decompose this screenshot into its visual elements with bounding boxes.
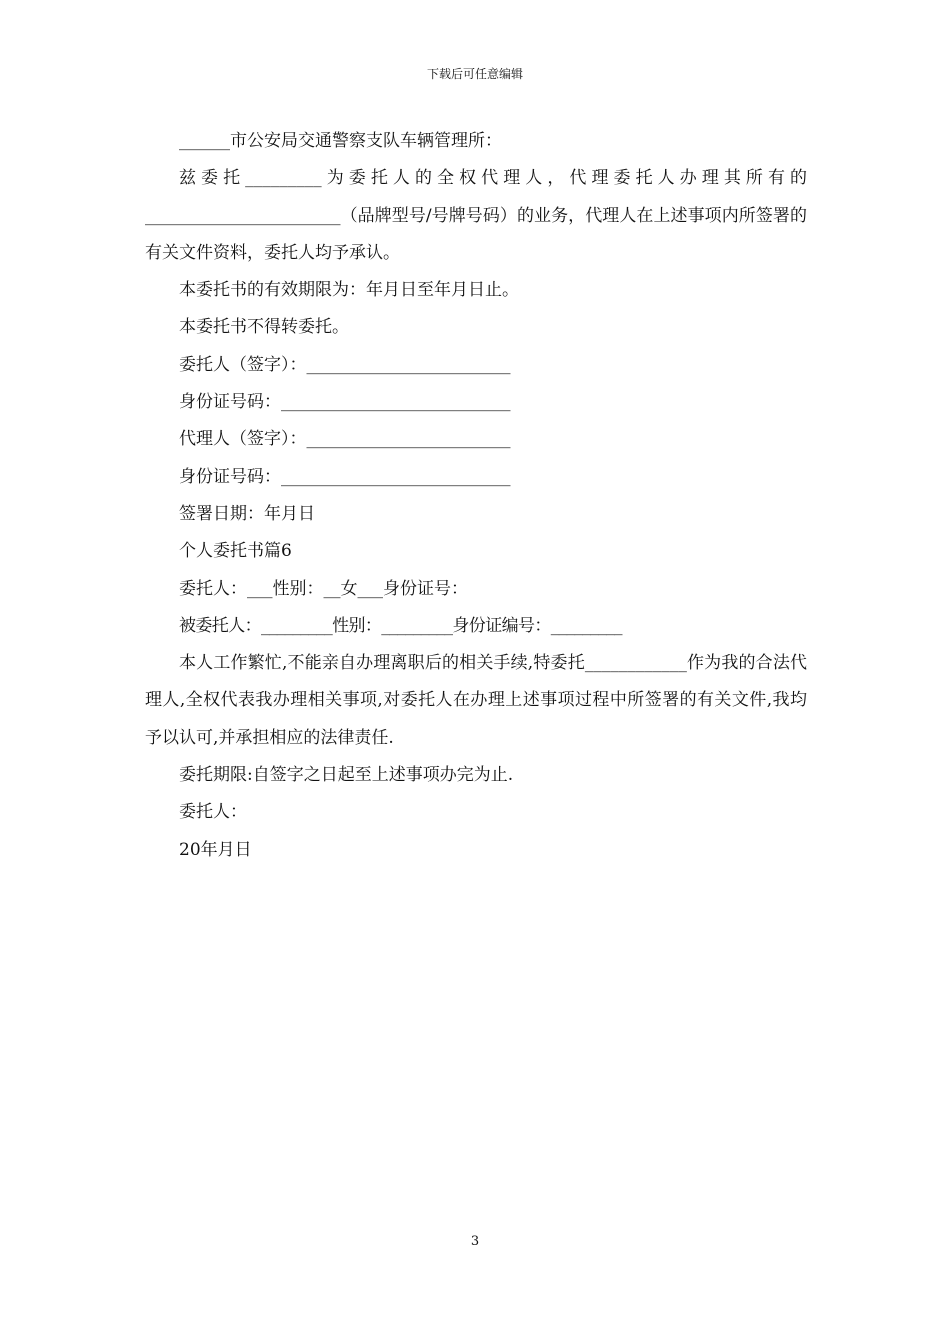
- delegation-period-line: 委托期限:自签字之日起至上述事项办完为止.: [179, 765, 514, 786]
- principal-signature-line: 委托人（签字）：________________________: [179, 354, 511, 375]
- section-title: 个人委托书篇6: [179, 541, 292, 562]
- delegation-paragraph: 本人工作繁忙,不能亲自办理离职后的相关手续,特委托____________作为我的合法代理人,全权代表我办理相关事项,对委托人在办理上述事项过程中所签署的有关文件,我均予以认可,并承担相应的法律责任.: [145, 653, 807, 748]
- validity-period: 本委托书的有效期限为：年月日至年月日止。: [179, 280, 519, 301]
- page-header: 下载后可任意编辑: [426, 67, 523, 81]
- signing-date-line: 签署日期：年月日: [179, 503, 315, 524]
- agent-signature-line: 代理人（签字）：________________________: [179, 429, 511, 450]
- page-number: 3: [470, 1234, 480, 1249]
- agent-info-line: 被委托人：_________性别：_________身份证编号：_________: [179, 615, 622, 636]
- no-transfer-clause: 本委托书不得转委托。: [179, 317, 349, 338]
- principal-line: 委托人：: [179, 802, 247, 823]
- principal-id-line: 身份证号码：___________________________: [179, 392, 511, 413]
- date-line: 20年月日: [179, 839, 252, 860]
- authorization-paragraph: 兹委托_________为委托人的全权代理人，代理委托人办理其所有的_______________________（品牌型号/号牌号码）的业务，代理人在上述事项内所签署的有关文件资料，委托人均予承认。: [145, 168, 807, 263]
- addressee-line: ______市公安局交通警察支队车辆管理所：: [179, 131, 502, 151]
- document-body: [145, 123, 807, 869]
- agent-id-line: 身份证号码：___________________________: [179, 466, 511, 487]
- principal-info-line: 委托人：___性别：__女___身份证号：: [179, 578, 468, 599]
